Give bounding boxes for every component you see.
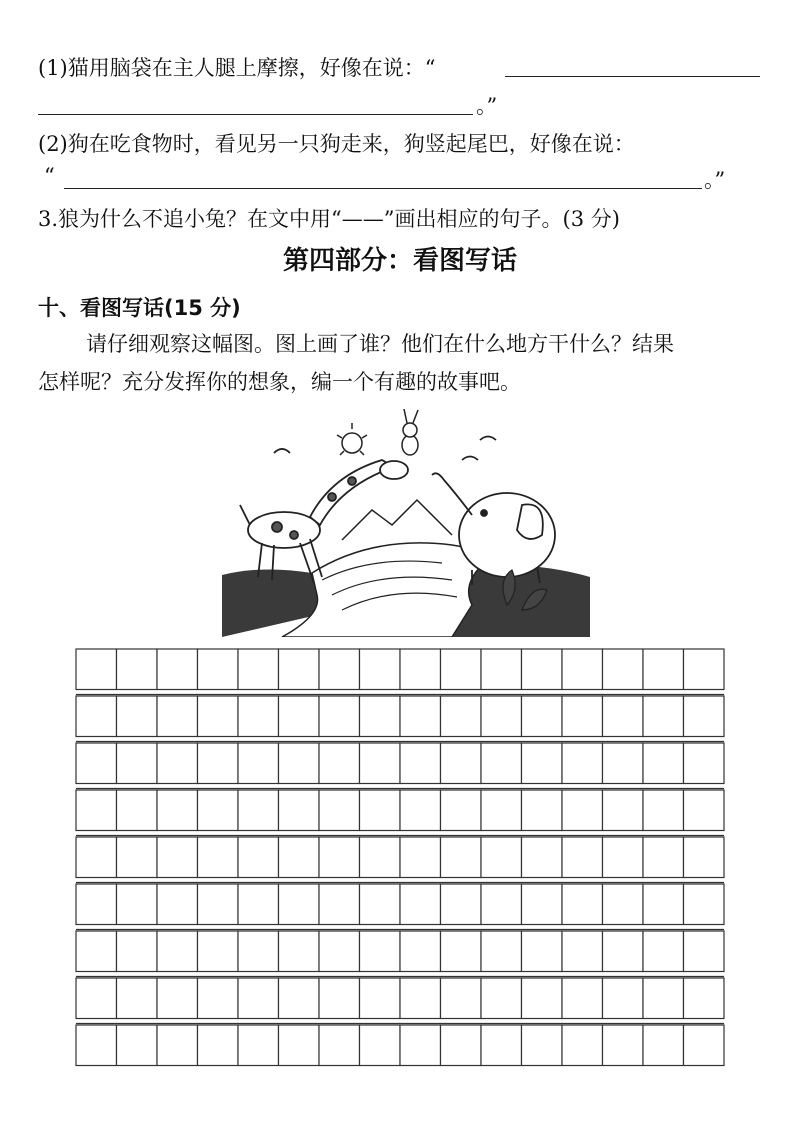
grid-cell[interactable]: [522, 931, 563, 972]
grid-cell[interactable]: [198, 649, 239, 690]
grid-cell[interactable]: [522, 790, 563, 831]
rabbit: [402, 409, 418, 455]
grid-cell[interactable]: [319, 790, 360, 831]
grid-cell[interactable]: [238, 743, 279, 784]
grid-cell[interactable]: [360, 837, 401, 878]
grid-cell[interactable]: [279, 978, 320, 1019]
grid-cell[interactable]: [198, 696, 239, 737]
mountains: [342, 500, 452, 540]
grid-cell[interactable]: [603, 931, 644, 972]
grid-cell[interactable]: [441, 978, 482, 1019]
grid-cell[interactable]: [360, 1025, 401, 1066]
grid-cell[interactable]: [684, 884, 725, 925]
grid-cell[interactable]: [441, 837, 482, 878]
grid-cell[interactable]: [643, 743, 684, 784]
grid-cell[interactable]: [76, 696, 117, 737]
grid-cell[interactable]: [157, 884, 198, 925]
grid-cell[interactable]: [562, 884, 603, 925]
grid-cell[interactable]: [360, 649, 401, 690]
grid-cell[interactable]: [684, 1025, 725, 1066]
grid-cell[interactable]: [76, 978, 117, 1019]
question-2-end-quote: 。”: [704, 168, 726, 192]
bird-icon: [480, 437, 496, 441]
grid-cell[interactable]: [522, 649, 563, 690]
grid-cell[interactable]: [198, 743, 239, 784]
bird-icon: [274, 449, 290, 453]
grid-cell[interactable]: [400, 696, 441, 737]
grid-cell[interactable]: [400, 743, 441, 784]
bird-icon: [462, 457, 478, 461]
grid-cell[interactable]: [441, 696, 482, 737]
grid-cell[interactable]: [522, 743, 563, 784]
grid-cell[interactable]: [441, 649, 482, 690]
grid-cell[interactable]: [198, 1025, 239, 1066]
grid-cell[interactable]: [481, 649, 522, 690]
grid-cell[interactable]: [238, 978, 279, 1019]
grid-cell[interactable]: [117, 931, 158, 972]
question-1-end-quote: 。”: [476, 94, 498, 118]
grid-cell[interactable]: [238, 931, 279, 972]
grid-cell[interactable]: [76, 743, 117, 784]
grid-cell[interactable]: [117, 743, 158, 784]
grid-cell[interactable]: [562, 649, 603, 690]
grid-cell[interactable]: [238, 696, 279, 737]
grid-cell[interactable]: [157, 696, 198, 737]
grid-cell[interactable]: [319, 649, 360, 690]
grid-cell[interactable]: [684, 931, 725, 972]
grid-cell[interactable]: [157, 1025, 198, 1066]
grid-cell[interactable]: [603, 884, 644, 925]
grid-cell[interactable]: [562, 743, 603, 784]
grid-cell[interactable]: [117, 978, 158, 1019]
illustration: [222, 405, 590, 637]
grid-cell[interactable]: [279, 884, 320, 925]
question-1-answer-line-1[interactable]: [505, 76, 760, 77]
grid-cell[interactable]: [643, 884, 684, 925]
grid-cell[interactable]: [481, 931, 522, 972]
grid-cell[interactable]: [481, 790, 522, 831]
grid-cell[interactable]: [562, 978, 603, 1019]
grid-cell[interactable]: [157, 790, 198, 831]
grid-cell[interactable]: [198, 931, 239, 972]
grid-cell[interactable]: [643, 1025, 684, 1066]
grid-cell[interactable]: [198, 790, 239, 831]
grid-cell[interactable]: [684, 837, 725, 878]
grid-cell[interactable]: [522, 978, 563, 1019]
grid-cell[interactable]: [319, 1025, 360, 1066]
grid-cell[interactable]: [562, 931, 603, 972]
grid-cell[interactable]: [603, 790, 644, 831]
grid-cell[interactable]: [643, 696, 684, 737]
grid-cell[interactable]: [360, 696, 401, 737]
grid-cell[interactable]: [279, 931, 320, 972]
grid-cell[interactable]: [238, 884, 279, 925]
grid-cell[interactable]: [117, 649, 158, 690]
grid-cell[interactable]: [562, 696, 603, 737]
grid-cell[interactable]: [481, 1025, 522, 1066]
grid-cell[interactable]: [522, 696, 563, 737]
grid-cell[interactable]: [117, 790, 158, 831]
grid-cell[interactable]: [157, 837, 198, 878]
grid-cell[interactable]: [238, 649, 279, 690]
grid-cell[interactable]: [279, 1025, 320, 1066]
grid-cell[interactable]: [562, 1025, 603, 1066]
grid-cell[interactable]: [481, 978, 522, 1019]
grid-cell[interactable]: [400, 649, 441, 690]
grid-cell[interactable]: [319, 696, 360, 737]
grid-cell[interactable]: [319, 978, 360, 1019]
grid-cell[interactable]: [198, 978, 239, 1019]
grid-cell[interactable]: [603, 837, 644, 878]
instructions-line-2: 怎样呢？充分发挥你的想象，编一个有趣的故事吧。: [38, 370, 521, 394]
question-2-answer-line[interactable]: [64, 188, 702, 189]
grid-cell[interactable]: [400, 978, 441, 1019]
grid-cell[interactable]: [400, 790, 441, 831]
grid-cell[interactable]: [157, 978, 198, 1019]
grid-cell[interactable]: [319, 837, 360, 878]
grid-cell[interactable]: [400, 837, 441, 878]
grid-cell[interactable]: [279, 649, 320, 690]
grid-cell[interactable]: [562, 837, 603, 878]
grid-cell[interactable]: [481, 743, 522, 784]
grid-cell[interactable]: [238, 837, 279, 878]
grid-cell[interactable]: [198, 837, 239, 878]
grid-cell[interactable]: [522, 884, 563, 925]
question-2-open-quote: “: [44, 164, 55, 188]
section-10-title: 十、看图写话(15 分): [38, 296, 241, 320]
grid-cell[interactable]: [76, 837, 117, 878]
grid-cell[interactable]: [279, 790, 320, 831]
grid-cell[interactable]: [643, 649, 684, 690]
grid-cell[interactable]: [441, 790, 482, 831]
grid-cell[interactable]: [279, 743, 320, 784]
grid-cell[interactable]: [522, 837, 563, 878]
grid-cell[interactable]: [360, 931, 401, 972]
question-2-prompt: (2)狗在吃食物时，看见另一只狗走来，狗竖起尾巴，好像在说：: [38, 132, 635, 156]
grid-cell[interactable]: [603, 696, 644, 737]
grid-cell[interactable]: [157, 743, 198, 784]
grid-cell[interactable]: [643, 978, 684, 1019]
grid-cell[interactable]: [441, 743, 482, 784]
grid-cell[interactable]: [117, 696, 158, 737]
sun: [337, 423, 367, 455]
grid-cell[interactable]: [603, 649, 644, 690]
grid-cell[interactable]: [603, 1025, 644, 1066]
grid-cell[interactable]: [481, 884, 522, 925]
grid-cell[interactable]: [157, 931, 198, 972]
grid-cell[interactable]: [684, 790, 725, 831]
grid-cell[interactable]: [76, 649, 117, 690]
grid-cell[interactable]: [76, 884, 117, 925]
grid-cell[interactable]: [643, 837, 684, 878]
grid-cell[interactable]: [481, 837, 522, 878]
grid-cell[interactable]: [319, 931, 360, 972]
grid-cell[interactable]: [279, 837, 320, 878]
grid-cell[interactable]: [76, 931, 117, 972]
grid-cell[interactable]: [76, 790, 117, 831]
grid-cell[interactable]: [441, 931, 482, 972]
grid-cell[interactable]: [319, 743, 360, 784]
grid-cell[interactable]: [441, 1025, 482, 1066]
grid-cell[interactable]: [360, 743, 401, 784]
grid-cell[interactable]: [76, 1025, 117, 1066]
grid-cell[interactable]: [117, 884, 158, 925]
grid-cell[interactable]: [562, 790, 603, 831]
grid-cell[interactable]: [522, 1025, 563, 1066]
grid-cell[interactable]: [684, 743, 725, 784]
grid-cell[interactable]: [481, 696, 522, 737]
question-3: 3.狼为什么不追小兔？在文中用“——”画出相应的句子。(3 分): [38, 207, 620, 231]
grid-cell[interactable]: [319, 884, 360, 925]
grid-cell[interactable]: [643, 931, 684, 972]
grid-cell[interactable]: [400, 931, 441, 972]
grid-cell[interactable]: [117, 837, 158, 878]
question-1-prompt: (1)猫用脑袋在主人腿上摩擦，好像在说：“: [38, 56, 436, 80]
grid-cell[interactable]: [360, 884, 401, 925]
grid-cell[interactable]: [603, 743, 644, 784]
grid-cell[interactable]: [400, 1025, 441, 1066]
grid-cell[interactable]: [684, 649, 725, 690]
grid-cell[interactable]: [441, 884, 482, 925]
grid-cell[interactable]: [117, 1025, 158, 1066]
writing-grid[interactable]: [75, 648, 727, 1068]
grid-cell[interactable]: [360, 978, 401, 1019]
grid-cell[interactable]: [198, 884, 239, 925]
grid-cell[interactable]: [684, 696, 725, 737]
grid-cell[interactable]: [279, 696, 320, 737]
grid-cell[interactable]: [157, 649, 198, 690]
grid-cell[interactable]: [360, 790, 401, 831]
instructions-line-1: 请仔细观察这幅图。图上画了谁？他们在什么地方干什么？结果: [86, 332, 674, 356]
grid-cell[interactable]: [603, 978, 644, 1019]
grid-cell[interactable]: [643, 790, 684, 831]
grid-cell[interactable]: [238, 790, 279, 831]
grid-cell[interactable]: [238, 1025, 279, 1066]
grid-cell[interactable]: [400, 884, 441, 925]
grid-cell[interactable]: [684, 978, 725, 1019]
part-4-title: 第四部分：看图写话: [282, 246, 517, 276]
question-1-answer-line-2[interactable]: [38, 114, 473, 115]
